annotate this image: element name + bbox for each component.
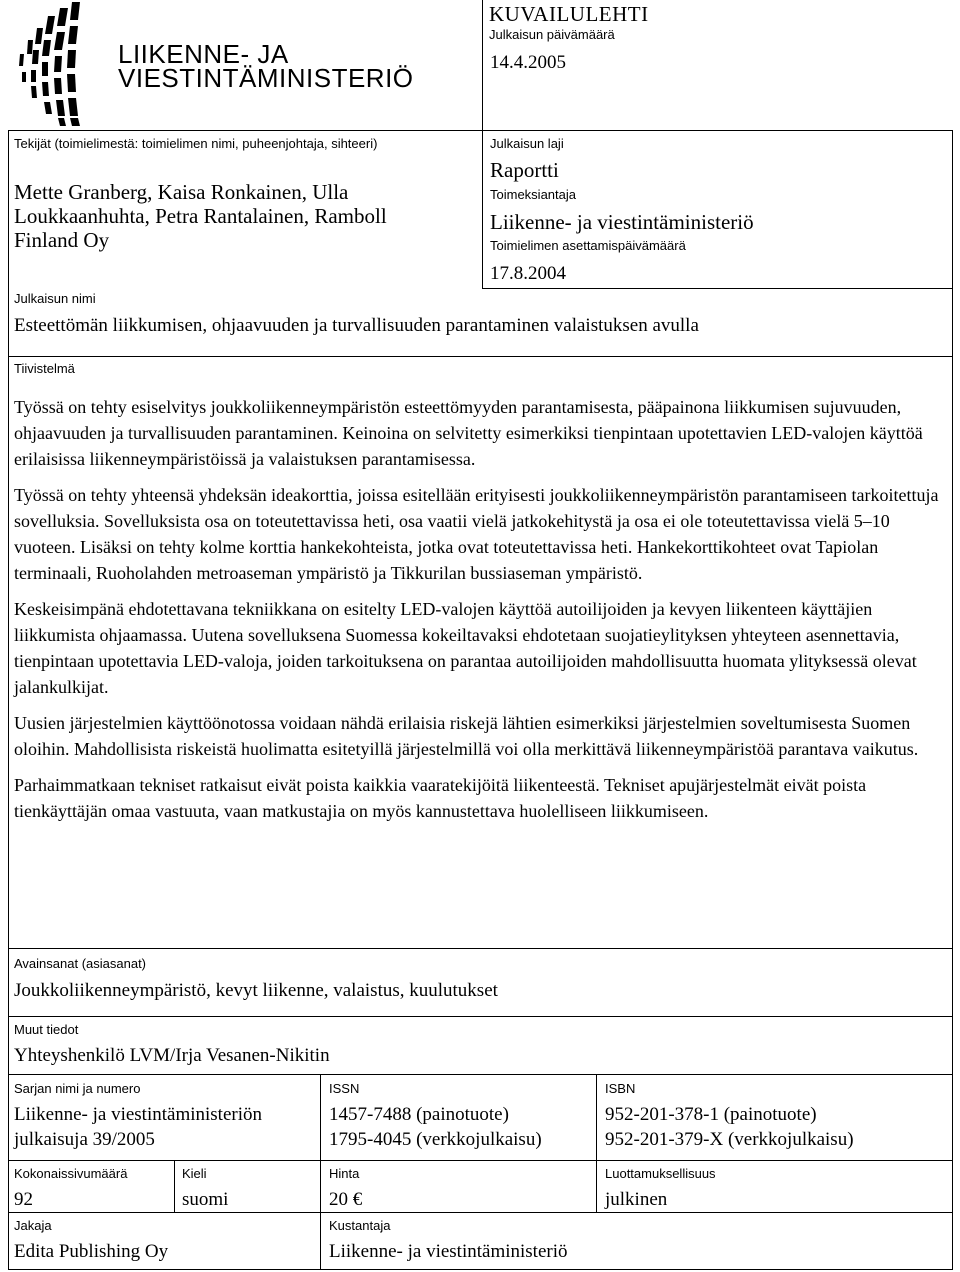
series-line1: Liikenne- ja viestintäministeriön bbox=[14, 1104, 262, 1125]
isbn-online: 952-201-379-X (verkkojulkaisu) bbox=[605, 1129, 854, 1150]
divider bbox=[8, 1074, 953, 1075]
divider bbox=[482, 0, 483, 130]
publication-date-label: Julkaisun päivämäärä bbox=[489, 27, 615, 42]
divider bbox=[8, 1212, 953, 1213]
divider bbox=[8, 356, 953, 357]
commissioner-label: Toimeksiantaja bbox=[490, 187, 576, 202]
issn-print: 1457-7488 (painotuote) bbox=[329, 1104, 509, 1125]
authors: Mette Granberg, Kaisa Ronkainen, Ulla Loukkaanhuhta, Petra Rantalainen, Ramboll Finland Oy bbox=[14, 180, 387, 252]
summary-label: Tiivistelmä bbox=[14, 361, 75, 376]
language: suomi bbox=[182, 1189, 229, 1210]
keywords: Joukkoliikenneympäristö, kevyt liikenne, valaistus, kuulutukset bbox=[14, 980, 498, 1001]
divider bbox=[8, 1016, 953, 1017]
series-line2: julkaisuja 39/2005 bbox=[14, 1129, 155, 1150]
setup-date: 17.8.2004 bbox=[490, 263, 566, 284]
divider bbox=[482, 288, 953, 289]
publication-type: Raportti bbox=[490, 158, 559, 182]
summary-paragraph: Uusien järjestelmien käyttöönotossa voidaan nähdä erilaisia riskejä lähtien esimerkiksi järjestelmien soveltumisesta Suomen oloihin. Mahdollisista riskeistä huolimatta esitetyillä järjestelmillä voi olla merkittävä liikenneympäristöä parantava vaikutus. bbox=[14, 713, 919, 759]
ministry-logo bbox=[10, 0, 490, 128]
setup-date-label: Toimielimen asettamispäivämäärä bbox=[490, 238, 686, 253]
divider bbox=[8, 1160, 953, 1161]
price-label: Hinta bbox=[329, 1166, 360, 1181]
pages: 92 bbox=[14, 1189, 33, 1210]
logo-text-line1: LIIKENNE- JA bbox=[118, 39, 289, 69]
document-type: KUVAILULEHTI bbox=[489, 2, 649, 26]
issn-online: 1795-4045 (verkkojulkaisu) bbox=[329, 1129, 542, 1150]
logo-text-line2: VIESTINTÄMINISTERIÖ bbox=[118, 63, 414, 93]
commissioner: Liikenne- ja viestintäministeriö bbox=[490, 210, 754, 234]
confidentiality: julkinen bbox=[605, 1189, 668, 1210]
summary-paragraph: Keskeisimpänä ehdotettavana tekniikkana on esitelty LED-valojen käyttöä autoilijoiden ja kevyen liikenteen käyttäjien liikkumista ohjaamassa. Uutena sovelluksena Suomessa kokeiltavaksi ehdotetaan suojatieylityksen yhteyteen asennettavia, tienpintaan upotettavia LED-valoja, joiden tarkoituksena on parantaa autoilijoiden mahdollisuutta huomata ylityksessä olevat jalankulkijat. bbox=[14, 599, 917, 697]
other-info: Yhteyshenkilö LVM/Irja Vesanen-Nikitin bbox=[14, 1045, 330, 1066]
isbn-label: ISBN bbox=[605, 1081, 636, 1096]
keywords-label: Avainsanat (asiasanat) bbox=[14, 956, 147, 971]
language-label: Kieli bbox=[182, 1166, 207, 1181]
issn-label: ISSN bbox=[329, 1081, 360, 1096]
summary-paragraph: Työssä on tehty esiselvitys joukkoliikenneympäristön esteettömyyden parantamisesta, pääpainona liikkumisen sujuvuuden, ohjaavuuden ja turvallisuuden parantaminen. Keinoina on selvitetty esimerkiksi tienpintaan upotettavien LED-valojen käyttöä erilaisissa liikenneympäristöissä ja valaistuksen parantamisessa. bbox=[14, 397, 923, 469]
summary-paragraph: Parhaimmatkaan tekniset ratkaisut eivät poista kaikkia vaaratekijöitä liikenteestä. Tekniset apujärjestelmät eivät poista tienkäyttäjän omaa vastuuta, vaan matkustajia on myös kannustettava huolelliseen liikkumiseen. bbox=[14, 775, 867, 821]
distributor-label: Jakaja bbox=[14, 1218, 52, 1233]
publisher: Liikenne- ja viestintäministeriö bbox=[329, 1241, 568, 1262]
summary-paragraph: Työssä on tehty yhteensä yhdeksän ideakorttia, joissa esitellään erityisesti joukkoliikenneympäristön parantamiseen tarkoitettuja sovelluksia. Sovelluksista osa on toteutettavissa heti, osa vaatii vielä jatkokehitystä ja osa ei ole toteutettavissa vielä 5–10 vuoteen. Lisäksi on tehty kolme korttia hankekohteista, jotka ovat toteutettavissa heti. Hankekorttikohteet ovat Tapiolan terminaali, Ruoholahden metroaseman ympäristö ja Tikkurilan bussiaseman ympäristö. bbox=[14, 485, 939, 583]
publication-date: 14.4.2005 bbox=[490, 52, 566, 73]
divider bbox=[8, 130, 9, 1270]
distributor: Edita Publishing Oy bbox=[14, 1241, 169, 1262]
divider bbox=[8, 1269, 953, 1270]
series-label: Sarjan nimi ja numero bbox=[14, 1081, 141, 1096]
summary bbox=[14, 394, 944, 834]
isbn-print: 952-201-378-1 (painotuote) bbox=[605, 1104, 817, 1125]
authors-label: Tekijät (toimielimestä: toimielimen nimi, puheenjohtaja, sihteeri) bbox=[14, 136, 378, 151]
publisher-label: Kustantaja bbox=[329, 1218, 391, 1233]
divider bbox=[8, 948, 953, 949]
price: 20 € bbox=[329, 1189, 363, 1210]
divider bbox=[8, 130, 953, 131]
publication-type-label: Julkaisun laji bbox=[490, 136, 564, 151]
title-label: Julkaisun nimi bbox=[14, 291, 96, 306]
other-info-label: Muut tiedot bbox=[14, 1022, 79, 1037]
ministry-emblem-icon bbox=[10, 0, 110, 128]
divider bbox=[320, 1074, 321, 1270]
divider bbox=[482, 130, 483, 288]
divider bbox=[174, 1160, 175, 1212]
publication-title: Esteettömän liikkumisen, ohjaavuuden ja turvallisuuden parantaminen valaistuksen avulla bbox=[14, 315, 699, 336]
divider bbox=[952, 130, 953, 1270]
confidentiality-label: Luottamuksellisuus bbox=[605, 1166, 716, 1181]
pages-label: Kokonaissivumäärä bbox=[14, 1166, 128, 1181]
divider bbox=[596, 1074, 597, 1212]
